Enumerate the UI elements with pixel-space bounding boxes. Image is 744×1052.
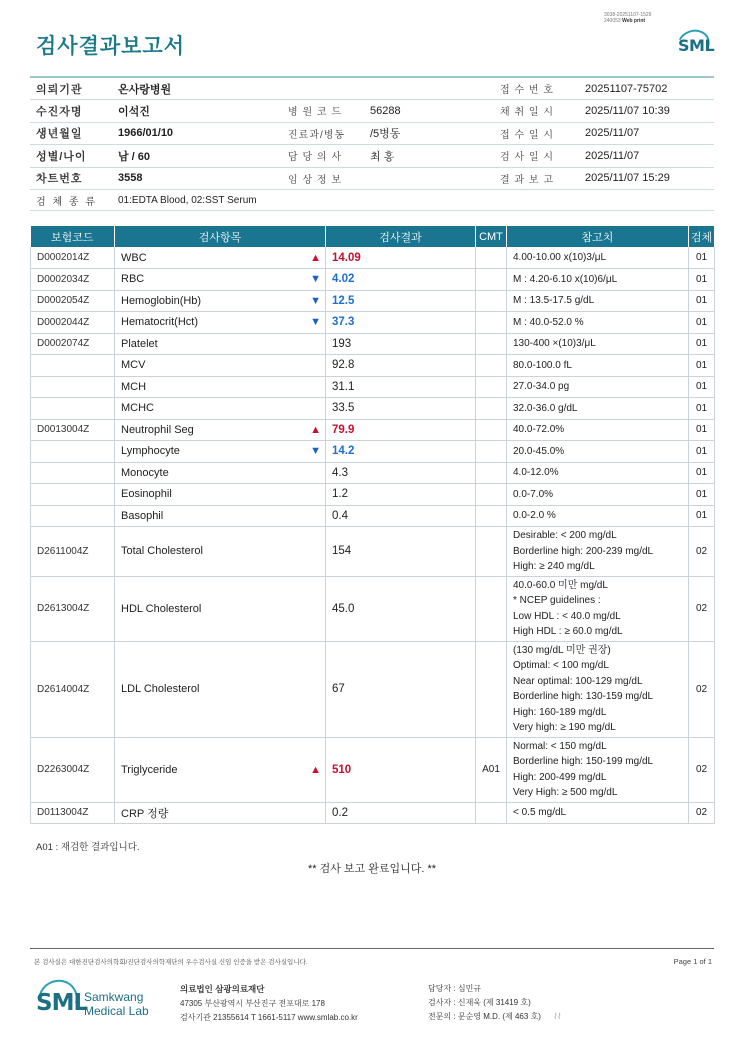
test-result-cell (326, 576, 476, 641)
insurance-code: D0002054Z (31, 290, 115, 312)
info-value: 2025/11/07 (579, 122, 714, 145)
low-arrow-icon: ▼ (310, 273, 321, 286)
insurance-code (31, 398, 115, 420)
info-label: 의뢰기관 (30, 77, 112, 100)
test-result: 14.2 (332, 445, 355, 458)
test-result: 193 (332, 337, 352, 350)
specimen-code: 02 (689, 576, 715, 641)
reference-line: * NCEP guidelines : (513, 595, 601, 606)
test-name-cell (115, 269, 326, 291)
low-arrow-icon: ▼ (310, 445, 321, 458)
test-result-cell (326, 355, 476, 377)
insurance-code (31, 441, 115, 463)
reference-line: 4.0-12.0% (513, 467, 559, 478)
specimen-code: 01 (689, 462, 715, 484)
cmt-cell (476, 269, 507, 291)
reference-line: 40.0-60.0 미만 mg/dL (513, 579, 608, 591)
info-label: 수진자명 (30, 100, 112, 123)
org-contact: 검사기관 21355614 T 1661-5117 www.smlab.co.kr (180, 1013, 358, 1022)
test-name-cell (115, 247, 326, 269)
reference-line: Optimal: < 100 mg/dL (513, 660, 609, 671)
reference-range-cell (507, 505, 689, 527)
test-name: Hematocrit(Hct) (121, 316, 199, 329)
info-value (364, 77, 494, 100)
info-label: 병 원 코 드 (282, 100, 364, 123)
test-name: Hemoglobin(Hb) (121, 294, 202, 307)
reference-line: 27.0-34.0 pg (513, 381, 570, 392)
insurance-code: D0002074Z (31, 333, 115, 355)
test-result: 510 (332, 763, 352, 776)
insurance-code (31, 484, 115, 506)
org-address: 47305 부산광역시 부산진구 전포대로 178 (180, 999, 325, 1008)
test-result: 67 (332, 683, 345, 695)
info-row (30, 167, 714, 190)
info-value: 3558 (112, 167, 282, 190)
test-name: MCH (121, 380, 147, 393)
info-label (282, 77, 364, 100)
specimen-code: 01 (689, 333, 715, 355)
test-name-cell (115, 737, 326, 802)
test-name: Platelet (121, 337, 158, 350)
reference-range-cell (507, 737, 689, 802)
cmt-cell: A01 (476, 737, 507, 802)
reference-range-cell (507, 484, 689, 506)
reference-range-cell (507, 333, 689, 355)
table-row (31, 576, 715, 641)
test-name: RBC (121, 273, 145, 286)
test-result-cell (326, 802, 476, 824)
table-row (31, 419, 715, 441)
specimen-code: 02 (689, 527, 715, 577)
test-name-cell (115, 398, 326, 420)
info-label: 차트번호 (30, 167, 112, 190)
low-arrow-icon: ▼ (310, 294, 321, 307)
test-result-cell (326, 290, 476, 312)
table-row (31, 462, 715, 484)
test-name: Total Cholesterol (121, 545, 203, 558)
cmt-cell (476, 527, 507, 577)
page-number: Page 1 of 1 (673, 957, 712, 966)
test-result: 4.3 (332, 466, 348, 479)
certification-text: 본 검사실은 대한진단검사의학회/진단검사의학재단의 우수검사실 신임 인증을 받은 검사실입니다. (34, 959, 308, 966)
info-value: 이석진 (112, 100, 282, 123)
reference-range-cell (507, 802, 689, 824)
info-label: 접 수 일 시 (494, 122, 579, 145)
cmt-cell (476, 419, 507, 441)
test-name: Neutrophil Seg (121, 423, 194, 436)
test-result: 31.1 (332, 380, 355, 393)
test-result: 33.5 (332, 402, 355, 415)
reference-line: Very high: ≥ 190 mg/dL (513, 722, 616, 733)
reference-line: High: 200-499 mg/dL (513, 771, 607, 783)
specimen-code: 01 (689, 441, 715, 463)
staff-specialist: 전문의 : 문순영 M.D. (제 463 호) (428, 1012, 541, 1021)
cmt-cell (476, 333, 507, 355)
organization-info (180, 982, 358, 1025)
cmt-cell (476, 576, 507, 641)
info-label: 결 과 보 고 (494, 167, 579, 190)
insurance-code: D0113004Z (31, 802, 115, 824)
specimen-code: 01 (689, 419, 715, 441)
test-result-cell (326, 505, 476, 527)
reference-line: M : 4.20-6.10 x(10)6/μL (513, 273, 618, 285)
cmt-cell (476, 641, 507, 737)
report-complete-text: ** 검사 보고 완료입니다. ** (307, 863, 437, 875)
staff-info (428, 982, 561, 1024)
reference-range-cell (507, 576, 689, 641)
test-result: 0.4 (332, 509, 348, 522)
specimen-code: 01 (689, 355, 715, 377)
info-value: 2025/11/07 15:29 (579, 167, 714, 190)
test-result-cell (326, 376, 476, 398)
test-result-cell (326, 737, 476, 802)
table-row (31, 441, 715, 463)
reference-line: High: 160-189 mg/dL (513, 706, 607, 718)
test-result-cell (326, 527, 476, 577)
info-value: 남 / 60 (112, 145, 282, 168)
info-value: 최 홍 (364, 145, 494, 168)
high-arrow-icon: ▲ (310, 763, 321, 776)
test-result: 1.2 (332, 488, 348, 501)
table-row (31, 376, 715, 398)
table-row (31, 312, 715, 334)
reference-range-cell (507, 247, 689, 269)
insurance-code (31, 505, 115, 527)
test-result-cell (326, 398, 476, 420)
table-row (31, 802, 715, 824)
column-header: 검사항목 (115, 226, 326, 247)
reference-line: 4.00-10.00 x(10)3/μL (513, 251, 607, 263)
info-value: 2025/11/07 (579, 145, 714, 168)
test-name-cell (115, 376, 326, 398)
insurance-code: D0002044Z (31, 312, 115, 334)
test-name-cell (115, 290, 326, 312)
test-name-cell (115, 312, 326, 334)
test-result: 12.5 (332, 294, 355, 307)
report-code-line2: 240053 (604, 18, 621, 24)
reference-range-cell (507, 398, 689, 420)
info-value (364, 167, 494, 190)
insurance-code: D2263004Z (31, 737, 115, 802)
reference-line: 80.0-100.0 fL (513, 359, 572, 371)
info-value: 20251107-75702 (579, 77, 714, 100)
test-result: 14.09 (332, 251, 361, 264)
test-result: 79.9 (332, 423, 355, 436)
insurance-code: D0002014Z (31, 247, 115, 269)
info-value: 56288 (364, 100, 494, 123)
info-row (30, 122, 714, 145)
insurance-code: D0002034Z (31, 269, 115, 291)
insurance-code: D2611004Z (31, 527, 115, 577)
test-name-cell (115, 505, 326, 527)
test-name: MCHC (121, 402, 154, 415)
test-name: Eosinophil (121, 488, 172, 501)
reference-range-cell (507, 641, 689, 737)
sml-logo-icon: SML (676, 30, 712, 60)
cmt-cell (476, 484, 507, 506)
reference-line: 0.0-2.0 % (513, 510, 556, 521)
reference-line: Very High: ≥ 500 mg/dL (513, 787, 618, 798)
table-row (31, 484, 715, 506)
reference-line: 40.0-72.0% (513, 424, 565, 435)
test-result: 92.8 (332, 359, 355, 372)
test-result-cell (326, 462, 476, 484)
info-row (30, 145, 714, 168)
reference-range-cell (507, 269, 689, 291)
cmt-cell (476, 802, 507, 824)
reference-line: < 0.5 mg/dL (513, 807, 567, 818)
high-arrow-icon: ▲ (310, 251, 321, 264)
test-result-cell (326, 484, 476, 506)
reference-line: Desirable: < 200 mg/dL (513, 530, 617, 541)
specimen-code: 01 (689, 312, 715, 334)
test-result: 154 (332, 545, 352, 558)
cmt-cell (476, 355, 507, 377)
table-row (31, 398, 715, 420)
reference-line: 32.0-36.0 g/dL (513, 402, 578, 414)
info-value: 온사랑병원 (112, 77, 282, 100)
reference-line: High: ≥ 240 mg/dL (513, 561, 595, 572)
cmt-cell (476, 290, 507, 312)
cmt-cell (476, 462, 507, 484)
info-row (30, 100, 714, 123)
test-result: 4.02 (332, 273, 355, 286)
test-name-cell (115, 441, 326, 463)
info-label: 생년월일 (30, 122, 112, 145)
cmt-cell (476, 247, 507, 269)
test-result: 45.0 (332, 602, 355, 615)
reference-range-cell (507, 527, 689, 577)
info-label: 담 당 의 사 (282, 145, 364, 168)
reference-line: 130-400 ×(10)3/μL (513, 338, 596, 349)
insurance-code (31, 376, 115, 398)
reference-line: 20.0-45.0% (513, 445, 565, 457)
test-result-cell (326, 441, 476, 463)
test-name-cell (115, 527, 326, 577)
high-arrow-icon: ▲ (310, 423, 321, 436)
reference-line: Low HDL : < 40.0 mg/dL (513, 610, 621, 622)
test-name: WBC (121, 251, 147, 264)
reference-line: Borderline high: 130-159 mg/dL (513, 691, 654, 702)
table-row (31, 527, 715, 577)
specimen-code: 01 (689, 398, 715, 420)
table-row (31, 333, 715, 355)
test-name-cell (115, 802, 326, 824)
table-row (31, 505, 715, 527)
test-result-cell (326, 641, 476, 737)
test-name-cell (115, 333, 326, 355)
insurance-code: D2614004Z (31, 641, 115, 737)
cmt-cell (476, 505, 507, 527)
test-result-cell (326, 269, 476, 291)
info-value: /5병동 (364, 122, 494, 145)
test-result-cell (326, 419, 476, 441)
column-header: 참고치 (507, 226, 689, 247)
column-header: CMT (476, 226, 507, 247)
test-name-cell (115, 484, 326, 506)
specimen-code: 01 (689, 484, 715, 506)
table-row (31, 641, 715, 737)
specimen-code: 01 (689, 247, 715, 269)
info-label: 성별/나이 (30, 145, 112, 168)
cmt-cell (476, 312, 507, 334)
footer-divider (30, 948, 714, 949)
insurance-code: D2613004Z (31, 576, 115, 641)
reference-line: Near optimal: 100-129 mg/dL (513, 675, 643, 687)
test-name-cell (115, 576, 326, 641)
table-row (31, 269, 715, 291)
specimen-label: 검 체 종 류 (30, 190, 112, 211)
insurance-code: D0013004Z (31, 419, 115, 441)
reference-line: M : 40.0-52.0 % (513, 316, 584, 328)
insurance-code (31, 462, 115, 484)
specimen-value: 01:EDTA Blood, 02:SST Serum (112, 190, 714, 211)
insurance-code (31, 355, 115, 377)
cmt-cell (476, 376, 507, 398)
info-label: 검 사 일 시 (494, 145, 579, 168)
info-value: 2025/11/07 10:39 (579, 100, 714, 123)
info-value: 1966/01/10 (112, 122, 282, 145)
reference-range-cell (507, 462, 689, 484)
reference-range-cell (507, 419, 689, 441)
column-header: 보험코드 (31, 226, 115, 247)
info-label: 접 수 번 호 (494, 77, 579, 100)
table-row (31, 737, 715, 802)
results-table (30, 226, 715, 824)
specimen-row (30, 190, 714, 211)
test-name-cell (115, 355, 326, 377)
specimen-code: 02 (689, 802, 715, 824)
info-row (30, 77, 714, 100)
specimen-code: 01 (689, 505, 715, 527)
cmt-note: A01 : 재검한 결과입니다. (36, 842, 140, 853)
specimen-code: 02 (689, 641, 715, 737)
table-row (31, 355, 715, 377)
test-name: Triglyceride (121, 763, 178, 776)
report-code-line1: 3038-20251107-1529 (604, 12, 652, 18)
specimen-code: 01 (689, 376, 715, 398)
reference-range-cell (507, 290, 689, 312)
signature-mark: ⌇⌇ (552, 1012, 561, 1021)
staff-manager: 담당자 : 심민규 (428, 984, 482, 993)
cmt-cell (476, 398, 507, 420)
info-label: 채 취 일 시 (494, 100, 579, 123)
org-name: 의료법인 삼광의료재단 (180, 984, 265, 994)
test-result: 0.2 (332, 806, 348, 819)
specimen-code: 01 (689, 269, 715, 291)
test-name-cell (115, 641, 326, 737)
reference-line: High HDL : ≥ 60.0 mg/dL (513, 626, 623, 637)
test-name: MCV (121, 359, 146, 372)
report-code (604, 12, 651, 24)
staff-tester: 검사자 : 신재욱 (제 31419 호) (428, 998, 531, 1007)
test-name: CRP 정량 (121, 807, 169, 820)
test-name: Monocyte (121, 466, 169, 479)
column-header: 검사결과 (326, 226, 476, 247)
reference-range-cell (507, 441, 689, 463)
reference-line: Borderline high: 200-239 mg/dL (513, 545, 654, 557)
logo-text-1: Samkwang (84, 990, 144, 1004)
test-name: HDL Cholesterol (121, 602, 202, 615)
test-name: Basophil (121, 509, 164, 522)
test-name-cell (115, 419, 326, 441)
cmt-cell (476, 441, 507, 463)
logo-text-2: Medical Lab (84, 1004, 149, 1018)
reference-line: Normal: < 150 mg/dL (513, 740, 607, 752)
test-name: Lymphocyte (121, 445, 180, 458)
low-arrow-icon: ▼ (310, 316, 321, 329)
table-row (31, 247, 715, 269)
table-row (31, 290, 715, 312)
web-print-label: Web print (622, 18, 646, 24)
reference-line: Borderline high: 150-199 mg/dL (513, 756, 654, 767)
test-name: LDL Cholesterol (121, 683, 200, 695)
samkwang-logo (36, 982, 176, 1022)
sml-logo-mark: SML (36, 990, 88, 1016)
test-result-cell (326, 333, 476, 355)
column-header: 검체 (689, 226, 715, 247)
reference-range-cell (507, 376, 689, 398)
reference-range-cell (507, 355, 689, 377)
specimen-code: 01 (689, 290, 715, 312)
test-result-cell (326, 247, 476, 269)
patient-info-table (30, 76, 714, 211)
specimen-code: 02 (689, 737, 715, 802)
page-title: 검사결과보고서 (36, 35, 186, 58)
test-name-cell (115, 462, 326, 484)
reference-line: (130 mg/dL 미만 권장) (513, 644, 611, 656)
info-label: 진료과/병동 (282, 122, 364, 145)
test-result-cell (326, 312, 476, 334)
reference-line: 0.0-7.0% (513, 488, 554, 500)
info-label: 임 상 정 보 (282, 167, 364, 190)
reference-line: M : 13.5-17.5 g/dL (513, 295, 595, 306)
test-result: 37.3 (332, 316, 355, 329)
reference-range-cell (507, 312, 689, 334)
